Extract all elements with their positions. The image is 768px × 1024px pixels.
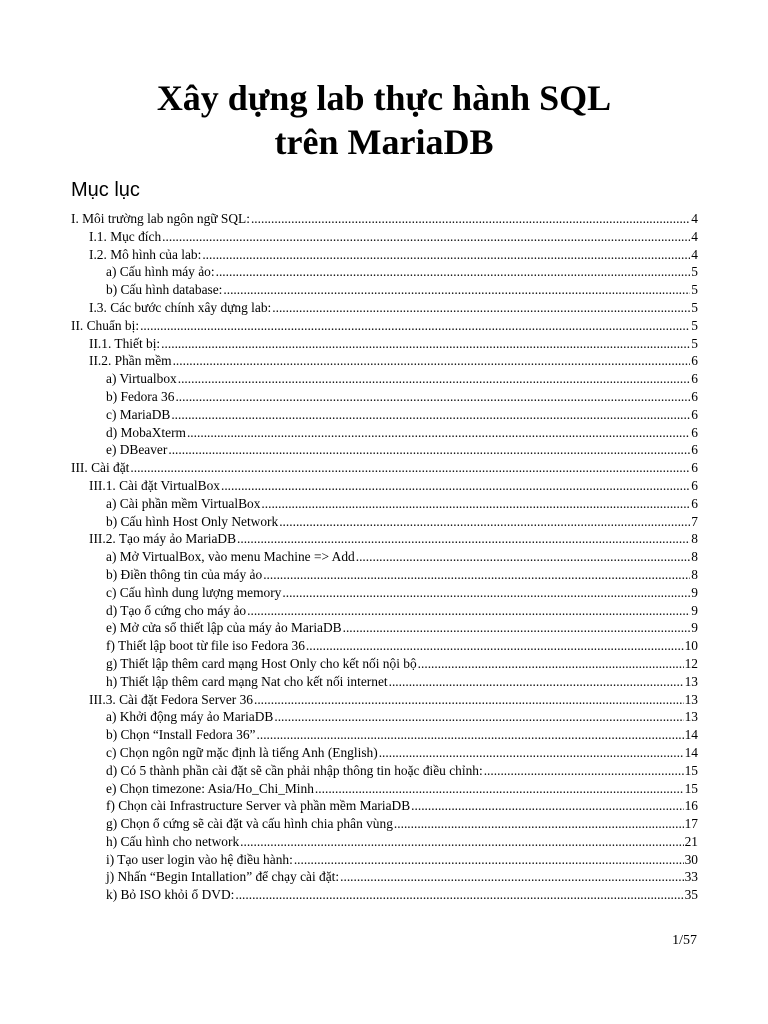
toc-dot-leader [274,708,683,726]
toc-entry-page: 4 [691,228,698,244]
toc-dot-leader [282,584,690,602]
toc-dot-leader [306,637,684,655]
toc-heading: Mục lục [71,179,140,201]
toc-entry[interactable] [71,246,698,264]
toc-entry-label: b) Cấu hình database: [106,282,223,298]
toc-entry-label: b) Chọn “Install Fedora 36” [106,727,256,743]
toc-entry[interactable] [71,726,698,744]
toc-entry-label: h) Cấu hình cho network [106,833,240,849]
toc-entry-page: 35 [684,887,698,903]
toc-entry[interactable] [71,477,698,495]
toc-entry-label: e) Mở cửa sổ thiết lập của máy ảo MariaDB [106,620,342,636]
toc-entry-label: III.2. Tạo máy ảo MariaDB [89,531,237,547]
toc-entry-page: 8 [691,549,698,565]
toc-entry-label: III.3. Cài đặt Fedora Server 36 [89,691,253,707]
toc-entry-label: b) Fedora 36 [106,388,175,404]
toc-entry[interactable] [71,228,698,246]
toc-dot-leader [221,477,690,495]
toc-entry-page: 9 [691,620,698,636]
toc-entry-label: c) MariaDB [106,406,171,422]
toc-entry[interactable] [71,815,698,833]
toc-dot-leader [279,513,690,531]
toc-dot-leader [216,263,691,281]
toc-entry[interactable] [71,762,698,780]
toc-entry[interactable] [71,833,698,851]
toc-entry-label: III.1. Cài đặt VirtualBox [89,477,220,493]
toc-entry-label: f) Thiết lập boot từ file iso Fedora 36 [106,638,305,654]
toc-entry-page: 5 [691,282,698,298]
toc-entry[interactable] [71,637,698,655]
toc-entry-page: 9 [691,602,698,618]
toc-entry-page: 9 [691,584,698,600]
toc-entry[interactable] [71,263,698,281]
toc-entry[interactable] [71,459,698,477]
toc-dot-leader [168,441,690,459]
toc-entry-label: d) Có 5 thành phần cài đặt sẽ cần phải nhập thông tin hoặc điều chỉnh: [106,762,483,778]
toc-entry[interactable] [71,388,698,406]
toc-entry[interactable] [71,780,698,798]
toc-entry-label: a) Cấu hình máy ảo: [106,264,215,280]
toc-entry-page: 4 [691,211,698,226]
toc-entry[interactable] [71,797,698,815]
toc-entry-page: 10 [684,638,698,654]
toc-entry-page: 4 [691,246,698,262]
toc-dot-leader [175,388,690,406]
toc-dot-leader [418,655,684,673]
toc-entry-page: 15 [684,762,698,778]
toc-entry-page: 6 [691,495,698,511]
toc-dot-leader [235,886,683,904]
toc-entry-label: d) MobaXterm [106,424,186,440]
toc-dot-leader [130,459,690,477]
toc-entry[interactable] [71,673,698,691]
toc-entry[interactable] [71,299,698,317]
toc-entry-page: 17 [684,816,698,832]
toc-dot-leader [247,602,690,620]
toc-entry-page: 5 [691,264,698,280]
toc-dot-leader [187,424,690,442]
toc-entry[interactable] [71,851,698,869]
toc-entry-label: I.3. Các bước chính xây dựng lab: [89,299,272,315]
toc-dot-leader [161,335,690,353]
toc-entry-label: II.1. Thiết bị: [89,335,161,351]
toc-entry[interactable] [71,495,698,513]
toc-dot-leader [171,406,690,424]
toc-dot-leader [162,228,690,246]
toc-entry-page: 6 [691,477,698,493]
toc-entry-page: 8 [691,531,698,547]
toc-entry[interactable] [71,317,698,335]
toc-entry[interactable] [71,548,698,566]
toc-entry[interactable] [71,602,698,620]
toc-dot-leader [257,726,684,744]
toc-entry-label: b) Điền thông tin của máy ảo [106,566,263,582]
toc-entry-label: h) Thiết lập thêm card mạng Nat cho kết nối internet [106,673,388,689]
toc-entry-page: 15 [684,780,698,796]
toc-entry-label: c) Chọn ngôn ngữ mặc định là tiếng Anh (English) [106,744,378,760]
toc-entry-page: 12 [684,655,698,671]
toc-entry[interactable] [71,406,698,424]
toc-dot-leader [178,370,691,388]
toc-entry[interactable] [71,744,698,762]
document-title [0,76,768,164]
toc-dot-leader [315,780,684,798]
toc-dot-leader [343,619,691,637]
toc-dot-leader [240,833,683,851]
toc-entry-page: 16 [684,798,698,814]
toc-entry-page: 5 [691,335,698,351]
document-title-line-1: Xây dựng lab thực hành SQL [156,78,612,118]
toc-entry[interactable] [71,530,698,548]
document-title-line-2: trên MariaDB [274,122,494,162]
toc-entry[interactable] [71,335,698,353]
toc-entry[interactable] [71,691,698,709]
toc-entry-page: 8 [691,566,698,582]
toc-entry-label: e) DBeaver [106,442,168,458]
toc-entry-label: k) Bỏ ISO khỏi ổ DVD: [106,887,235,903]
toc-entry-label: I. Môi trường lab ngôn ngữ SQL: [71,211,250,226]
toc-dot-leader [223,281,690,299]
toc-entry-label: i) Tạo user login vào hệ điều hành: [106,851,293,867]
toc-entry-label: g) Chọn ổ cứng sẽ cài đặt và cấu hình chia phân vùng [106,816,393,832]
toc-entry-label: f) Chọn cài Infrastructure Server và phần mềm MariaDB [106,798,411,814]
toc-entry-page: 13 [684,673,698,689]
toc-dot-leader [484,762,684,780]
toc-entry-page: 13 [684,709,698,725]
toc-entry-label: b) Cấu hình Host Only Network [106,513,279,529]
toc-dot-leader [254,691,684,709]
toc-entry-label: II.2. Phần mềm [89,353,172,369]
toc-dot-leader [140,317,690,335]
toc-entry-label: a) Khởi động máy ảo MariaDB [106,709,274,725]
toc-entry[interactable] [71,370,698,388]
toc-entry-label: I.1. Mục đích [89,228,162,244]
toc-dot-leader [340,868,683,886]
toc-dot-leader [261,495,690,513]
toc-entry-page: 30 [684,851,698,867]
toc-entry-page: 33 [684,869,698,885]
toc-entry-label: III. Cài đặt [71,460,130,476]
toc-dot-leader [389,673,684,691]
table-of-contents [71,210,698,904]
toc-entry[interactable] [71,352,698,370]
toc-entry-page: 6 [691,424,698,440]
toc-entry-page: 6 [691,371,698,387]
toc-entry[interactable] [71,619,698,637]
toc-entry-label: a) Virtualbox [106,371,177,387]
toc-dot-leader [294,851,684,869]
toc-dot-leader [173,352,691,370]
toc-dot-leader [356,548,691,566]
toc-entry-label: a) Mở VirtualBox, vào menu Machine => Add [106,549,355,565]
toc-dot-leader [379,744,684,762]
toc-entry[interactable] [71,655,698,673]
toc-entry[interactable] [71,281,698,299]
toc-entry-label: g) Thiết lập thêm card mạng Host Only cho kết nối nội bộ [106,655,417,671]
toc-entry-page: 7 [691,513,698,529]
toc-entry-page: 14 [684,744,698,760]
page-number: 1/57 [672,933,697,948]
toc-entry-page: 6 [691,460,698,476]
toc-entry-page: 6 [691,353,698,369]
toc-entry-page: 5 [691,299,698,315]
toc-entry[interactable] [71,513,698,531]
toc-entry-label: a) Cài phần mềm VirtualBox [106,495,261,511]
toc-entry-page: 13 [684,691,698,707]
toc-entry-page: 5 [691,317,698,333]
toc-entry[interactable] [71,708,698,726]
toc-dot-leader [272,299,690,317]
toc-entry-page: 14 [684,727,698,743]
toc-entry[interactable] [71,886,698,904]
toc-entry-page: 6 [691,406,698,422]
toc-entry[interactable] [71,868,698,886]
toc-entry-page: 6 [691,442,698,458]
toc-entry[interactable] [71,584,698,602]
toc-entry-label: d) Tạo ổ cứng cho máy ảo [106,602,247,618]
toc-entry-label: I.2. Mô hình của lab: [89,246,202,262]
toc-dot-leader [411,797,683,815]
toc-entry-page: 6 [691,388,698,404]
toc-dot-leader [263,566,690,584]
toc-entry-label: j) Nhấn “Begin Intallation” để chạy cài đặt: [106,869,340,885]
toc-entry-label: II. Chuẩn bị: [71,317,140,333]
toc-entry[interactable] [71,441,698,459]
toc-entry[interactable] [71,424,698,442]
toc-entry-page: 21 [684,833,698,849]
toc-entry[interactable] [71,210,698,228]
toc-dot-leader [202,246,690,264]
toc-entry-label: e) Chọn timezone: Asia/Ho_Chi_Minh [106,780,314,796]
toc-dot-leader [394,815,684,833]
toc-entry-label: c) Cấu hình dung lượng memory [106,584,282,600]
toc-dot-leader [237,530,690,548]
toc-dot-leader [251,210,690,228]
toc-entry[interactable] [71,566,698,584]
